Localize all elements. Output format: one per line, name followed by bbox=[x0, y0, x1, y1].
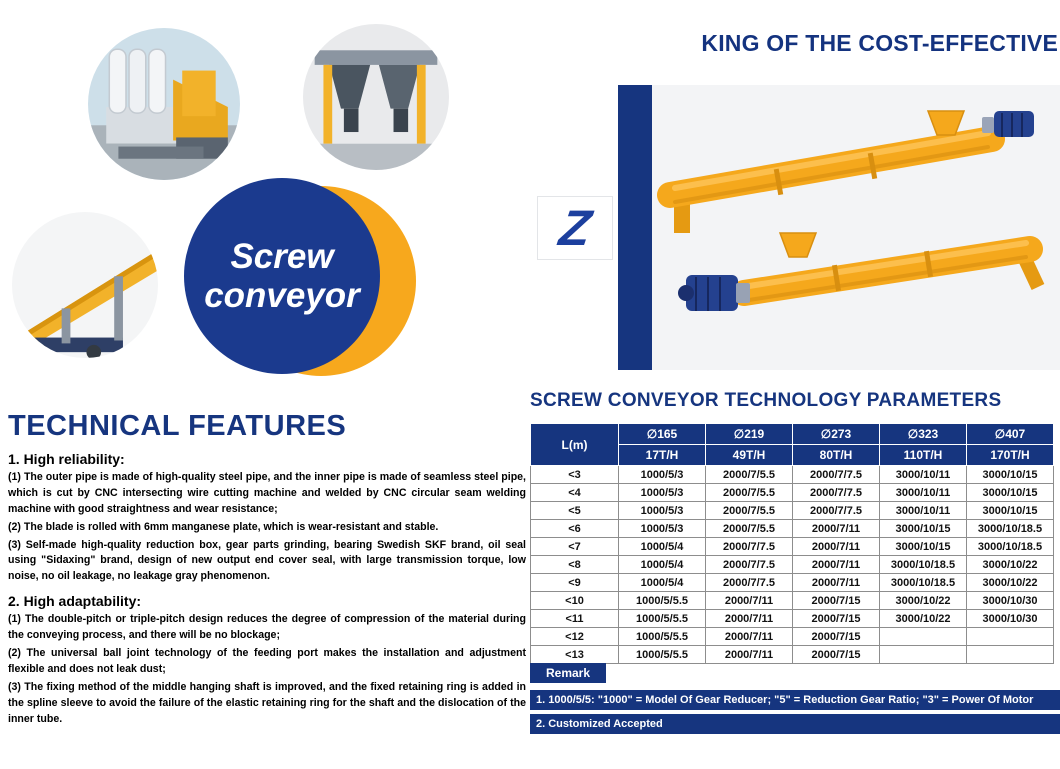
param-cell: 3000/10/22 bbox=[967, 574, 1054, 592]
table-row bbox=[531, 646, 1054, 664]
param-cell bbox=[880, 646, 967, 664]
param-cell: 3000/10/30 bbox=[967, 592, 1054, 610]
features-title: TECHNICAL FEATURES bbox=[8, 410, 347, 442]
param-cell: 3000/10/22 bbox=[967, 556, 1054, 574]
param-cell: 1000/5/3 bbox=[619, 484, 706, 502]
param-cell: 2000/7/7.5 bbox=[706, 556, 793, 574]
col-header-capacity: 80T/H bbox=[793, 445, 880, 466]
row-length-label: <11 bbox=[531, 610, 619, 628]
param-cell: 3000/10/22 bbox=[880, 610, 967, 628]
param-cell: 3000/10/18.5 bbox=[967, 520, 1054, 538]
col-header-capacity: 49T/H bbox=[706, 445, 793, 466]
table-row bbox=[531, 628, 1054, 646]
table-row bbox=[531, 466, 1054, 484]
col-header-length: L(m) bbox=[531, 424, 619, 466]
hoppers-illustration bbox=[303, 24, 449, 170]
param-cell: 3000/10/18.5 bbox=[880, 556, 967, 574]
param-cell: 2000/7/15 bbox=[793, 628, 880, 646]
col-header-capacity: 17T/H bbox=[619, 445, 706, 466]
param-cell: 3000/10/11 bbox=[880, 466, 967, 484]
param-cell: 2000/7/11 bbox=[706, 628, 793, 646]
parameters-table-body bbox=[531, 466, 1054, 664]
feature-item: (2) The blade is rolled with 6mm manganese plate, which is wear-resistant and stable. bbox=[8, 520, 439, 533]
brand-z-logo: Z bbox=[555, 200, 595, 256]
param-cell: 2000/7/11 bbox=[793, 556, 880, 574]
remark-note-1: 1. 1000/5/5: "1000" = Model Of Gear Reducer; "5" = Reduction Gear Ratio; "3" = Power Of Motor bbox=[530, 690, 1060, 710]
photo-batching-plant bbox=[88, 28, 240, 180]
feature-item: (2) The universal ball joint technology of the feeding port makes the installation and adjustment flexible and does not leak dust; bbox=[8, 647, 526, 675]
feature-heading-adaptability: 2. High adaptability: bbox=[8, 593, 142, 610]
param-cell: 2000/7/11 bbox=[706, 610, 793, 628]
param-cell: 2000/7/7.5 bbox=[706, 538, 793, 556]
param-cell bbox=[967, 646, 1054, 664]
parameters-table bbox=[530, 423, 1054, 664]
param-cell: 2000/7/15 bbox=[793, 592, 880, 610]
param-cell: 3000/10/18.5 bbox=[967, 538, 1054, 556]
parameters-table-header bbox=[531, 424, 1054, 466]
param-cell: 2000/7/7.5 bbox=[706, 574, 793, 592]
col-header-diameter: ∅219 bbox=[706, 424, 793, 445]
param-cell: 1000/5/5.5 bbox=[619, 592, 706, 610]
batching-plant-illustration bbox=[88, 28, 240, 180]
row-length-label: <13 bbox=[531, 646, 619, 664]
table-row bbox=[531, 538, 1054, 556]
param-cell: 1000/5/3 bbox=[619, 466, 706, 484]
param-cell: 2000/7/11 bbox=[793, 538, 880, 556]
badge-line1: Screw bbox=[230, 236, 334, 276]
badge-line2: conveyor bbox=[204, 276, 360, 315]
row-length-label: <5 bbox=[531, 502, 619, 520]
param-cell: 3000/10/22 bbox=[880, 592, 967, 610]
param-cell bbox=[967, 628, 1054, 646]
param-cell: 2000/7/7.5 bbox=[793, 502, 880, 520]
row-length-label: <4 bbox=[531, 484, 619, 502]
param-cell: 2000/7/5.5 bbox=[706, 466, 793, 484]
param-cell: 1000/5/3 bbox=[619, 520, 706, 538]
param-cell: 2000/7/7.5 bbox=[793, 484, 880, 502]
param-cell: 2000/7/7.5 bbox=[793, 466, 880, 484]
param-cell: 3000/10/15 bbox=[967, 466, 1054, 484]
col-header-diameter: ∅323 bbox=[880, 424, 967, 445]
photo-aggregate-hoppers bbox=[303, 24, 449, 170]
param-cell: 3000/10/11 bbox=[880, 502, 967, 520]
param-cell: 1000/5/4 bbox=[619, 556, 706, 574]
row-length-label: <10 bbox=[531, 592, 619, 610]
param-cell: 2000/7/15 bbox=[793, 646, 880, 664]
parameters-title: SCREW CONVEYOR TECHNOLOGY PARAMETERS bbox=[530, 390, 1002, 411]
param-cell: 2000/7/5.5 bbox=[706, 484, 793, 502]
param-cell: 1000/5/4 bbox=[619, 538, 706, 556]
param-cell: 1000/5/5.5 bbox=[619, 646, 706, 664]
param-cell: 3000/10/15 bbox=[880, 538, 967, 556]
remark-badge: Remark bbox=[530, 663, 606, 683]
table-row bbox=[531, 484, 1054, 502]
remark-note-2: 2. Customized Accepted bbox=[530, 714, 1060, 734]
col-header-capacity: 110T/H bbox=[880, 445, 967, 466]
row-length-label: <3 bbox=[531, 466, 619, 484]
param-cell: 2000/7/5.5 bbox=[706, 502, 793, 520]
table-row bbox=[531, 520, 1054, 538]
inclined-conveyor-illustration bbox=[12, 212, 158, 358]
row-length-label: <9 bbox=[531, 574, 619, 592]
param-cell: 2000/7/11 bbox=[793, 574, 880, 592]
param-cell: 2000/7/11 bbox=[706, 646, 793, 664]
param-cell: 3000/10/30 bbox=[967, 610, 1054, 628]
table-row bbox=[531, 610, 1054, 628]
param-cell: 2000/7/5.5 bbox=[706, 520, 793, 538]
feature-heading-reliability: 1. High reliability: bbox=[8, 451, 125, 467]
feature-item: (1) The outer pipe is made of high-quality steel pipe, and the inner pipe is made of seamless steel pipe, which is cut by CNC intersecting wire cutting machine and welded by CNC circular seam welding machine with good straightness and wear resistance; bbox=[8, 471, 526, 515]
param-cell: 2000/7/11 bbox=[706, 592, 793, 610]
feature-item: (3) Self-made high-quality reduction box, gear parts grinding, bearing Swedish SKF brand, oil seal using "Sidaxing" brand, design of new output end cover seal, with large transmission torque, low noise, no oil leakage, no leakage gray phenomenon. bbox=[8, 538, 526, 583]
row-length-label: <7 bbox=[531, 538, 619, 556]
screw-conveyor-product-images bbox=[530, 85, 1060, 370]
param-cell: 1000/5/4 bbox=[619, 574, 706, 592]
param-cell: 3000/10/15 bbox=[967, 484, 1054, 502]
table-row bbox=[531, 556, 1054, 574]
param-cell: 3000/10/15 bbox=[880, 520, 967, 538]
param-cell: 3000/10/11 bbox=[880, 484, 967, 502]
product-image-panel bbox=[530, 85, 1060, 370]
page-title: KING OF THE COST-EFFECTIVE bbox=[701, 30, 1058, 56]
param-cell: 1000/5/3 bbox=[619, 502, 706, 520]
col-header-diameter: ∅165 bbox=[619, 424, 706, 445]
table-row bbox=[531, 574, 1054, 592]
col-header-diameter: ∅407 bbox=[967, 424, 1054, 445]
row-length-label: <8 bbox=[531, 556, 619, 574]
col-header-capacity: 170T/H bbox=[967, 445, 1054, 466]
technical-features-section bbox=[8, 410, 526, 729]
param-cell: 2000/7/11 bbox=[793, 520, 880, 538]
feature-item: (3) The fixing method of the middle hanging shaft is improved, and the fixed retaining ring is added in the spline sleeve to avoid the failure of the elastic retaining ring for the shaft and the dislocation of the inner tube. bbox=[8, 680, 526, 725]
row-length-label: <6 bbox=[531, 520, 619, 538]
param-cell: 3000/10/15 bbox=[967, 502, 1054, 520]
feature-item: (1) The double-pitch or triple-pitch design reduces the degree of compression of the material during the conveying process, and there will be no blockage; bbox=[8, 613, 526, 642]
product-badge-circle bbox=[184, 178, 380, 374]
photo-inclined-conveyor bbox=[12, 212, 158, 358]
param-cell: 3000/10/18.5 bbox=[880, 574, 967, 592]
table-row bbox=[531, 592, 1054, 610]
table-row bbox=[531, 502, 1054, 520]
row-length-label: <12 bbox=[531, 628, 619, 646]
col-header-diameter: ∅273 bbox=[793, 424, 880, 445]
param-cell: 2000/7/15 bbox=[793, 610, 880, 628]
param-cell bbox=[880, 628, 967, 646]
param-cell: 1000/5/5.5 bbox=[619, 628, 706, 646]
param-cell: 1000/5/5.5 bbox=[619, 610, 706, 628]
